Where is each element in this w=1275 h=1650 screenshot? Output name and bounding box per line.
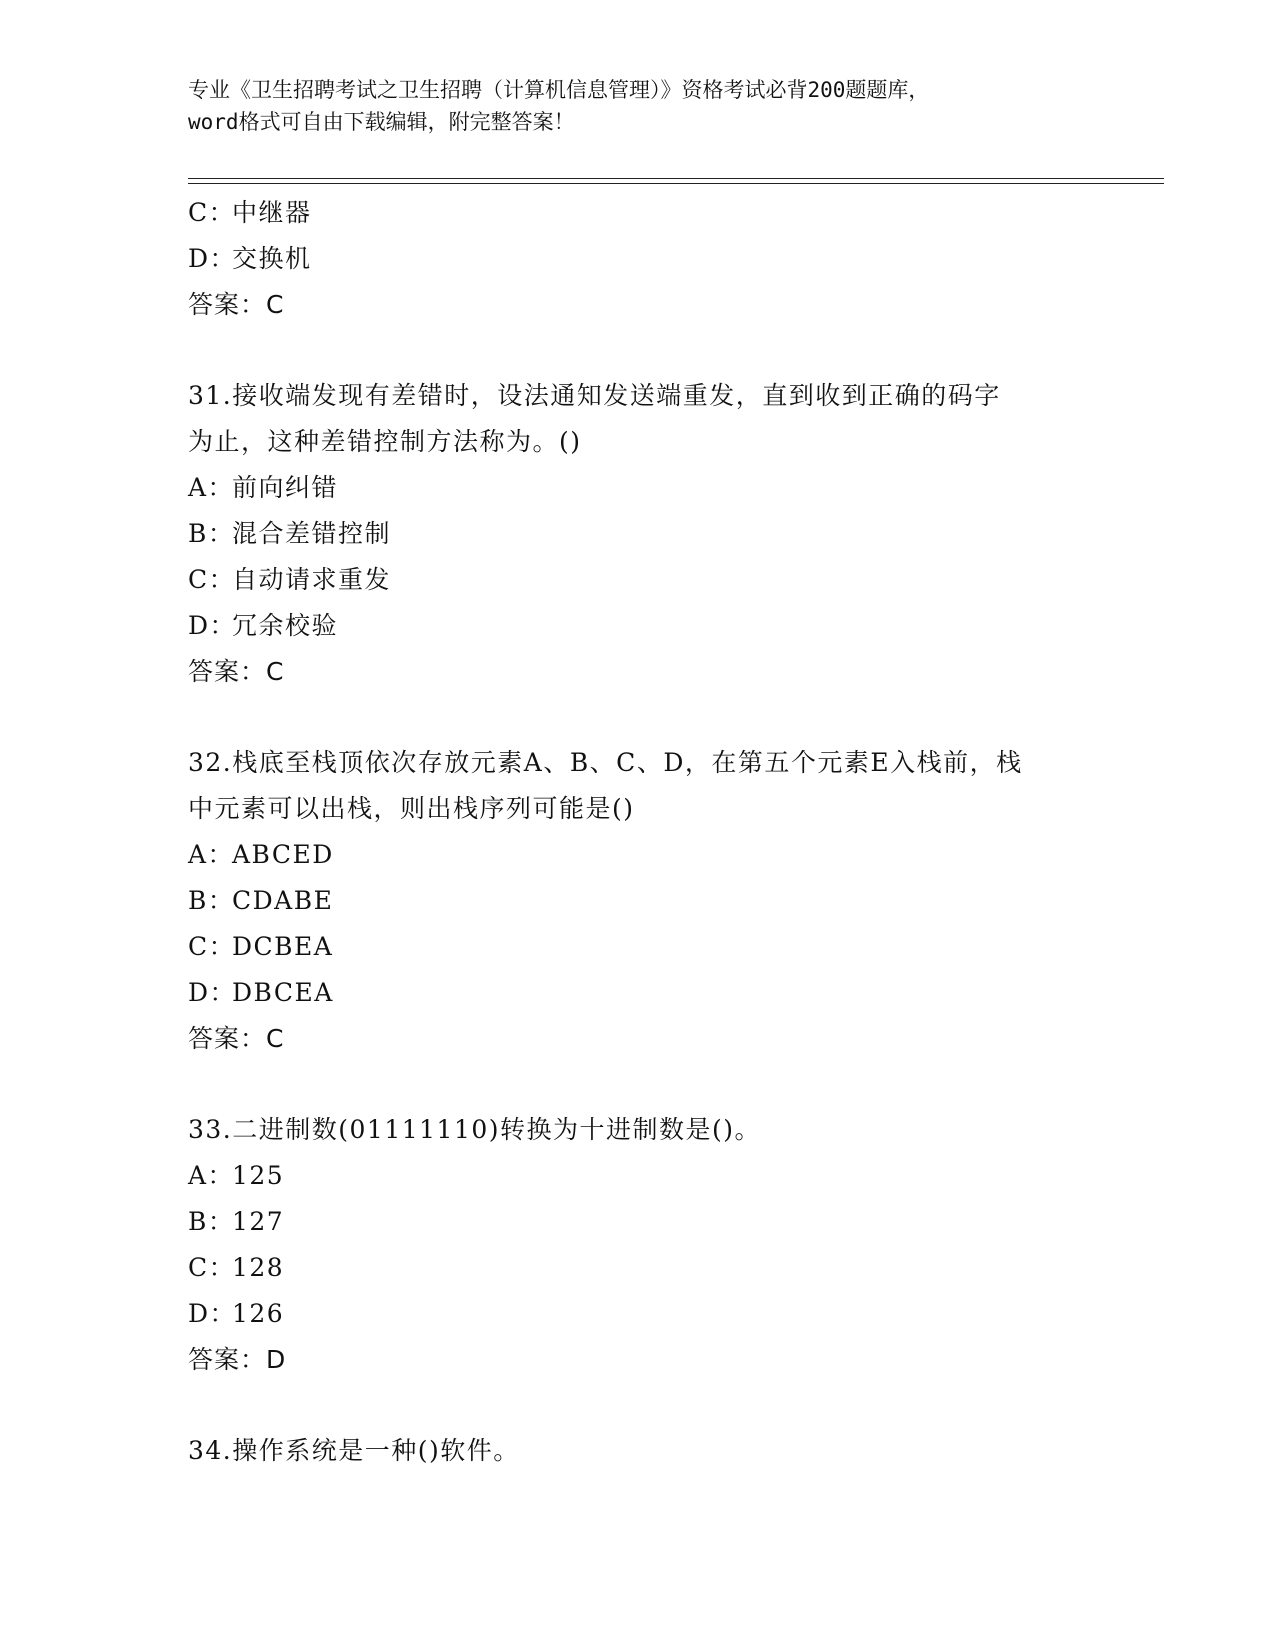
question-stem-line: 32.栈底至栈顶依次存放元素A、B、C、D，在第五个元素E入栈前，栈 bbox=[188, 748, 1023, 777]
option-key: A： bbox=[188, 840, 235, 869]
option-text: 前向纠错 bbox=[232, 473, 339, 502]
option-key: A： bbox=[188, 473, 235, 502]
option-a bbox=[188, 465, 1128, 511]
question-stem-line: 31.接收端发现有差错时，设法通知发送端重发，直到收到正确的码字 bbox=[188, 381, 1001, 410]
question-stem-line: 34.操作系统是一种()软件。 bbox=[188, 1436, 520, 1465]
option-key: C： bbox=[188, 565, 236, 594]
partial-question bbox=[188, 190, 1128, 328]
option-key: B： bbox=[188, 519, 235, 548]
question-32 bbox=[188, 740, 1128, 1062]
option-d bbox=[188, 603, 1128, 649]
option-key: B： bbox=[188, 1207, 235, 1236]
option-key: B： bbox=[188, 886, 235, 915]
option-text: CDABE bbox=[232, 886, 334, 915]
answer-line: 答案：C bbox=[188, 657, 285, 686]
question-33 bbox=[188, 1107, 1128, 1383]
option-text: 126 bbox=[232, 1299, 285, 1328]
option-key: D： bbox=[188, 244, 237, 273]
option-key: C： bbox=[188, 932, 236, 961]
option-key: D： bbox=[188, 611, 237, 640]
option-text: 128 bbox=[232, 1253, 285, 1282]
header-title-line-1: 专业《卫生招聘考试之卫生招聘（计算机信息管理）》资格考试必背200题题库， bbox=[188, 78, 930, 102]
option-text: DCBEA bbox=[232, 932, 334, 961]
option-b bbox=[188, 1199, 1128, 1245]
header-divider-top bbox=[188, 178, 1164, 179]
option-a bbox=[188, 832, 1128, 878]
option-c bbox=[188, 924, 1128, 970]
question-stem-line: 中元素可以出栈，则出栈序列可能是() bbox=[188, 794, 635, 823]
option-text: 中继器 bbox=[232, 198, 312, 227]
question-list bbox=[188, 190, 1128, 1474]
question-31 bbox=[188, 373, 1128, 695]
answer-line: 答案：D bbox=[188, 1345, 287, 1374]
question-34 bbox=[188, 1428, 1128, 1474]
document-header bbox=[188, 74, 1088, 138]
option-key: D： bbox=[188, 978, 237, 1007]
header-title-line-2: word格式可自由下载编辑，附完整答案！ bbox=[188, 110, 575, 134]
option-text: 混合差错控制 bbox=[232, 519, 392, 548]
option-b bbox=[188, 511, 1128, 557]
option-d bbox=[188, 970, 1128, 1016]
answer-line: 答案：C bbox=[188, 290, 285, 319]
option-b bbox=[188, 878, 1128, 924]
option-text: 冗余校验 bbox=[232, 611, 339, 640]
option-key: A： bbox=[188, 1161, 235, 1190]
option-text: 125 bbox=[232, 1161, 285, 1190]
option-text: 自动请求重发 bbox=[232, 565, 392, 594]
option-c bbox=[188, 557, 1128, 603]
option-c bbox=[188, 190, 1128, 236]
option-key: C： bbox=[188, 198, 236, 227]
option-a bbox=[188, 1153, 1128, 1199]
answer-line: 答案：C bbox=[188, 1024, 285, 1053]
option-key: C： bbox=[188, 1253, 236, 1282]
question-stem-line: 为止，这种差错控制方法称为。() bbox=[188, 427, 582, 456]
option-key: D： bbox=[188, 1299, 237, 1328]
option-text: 127 bbox=[232, 1207, 285, 1236]
option-text: DBCEA bbox=[232, 978, 334, 1007]
option-d bbox=[188, 1291, 1128, 1337]
option-c bbox=[188, 1245, 1128, 1291]
option-text: 交换机 bbox=[232, 244, 312, 273]
question-stem-line: 33.二进制数(01111110)转换为十进制数是()。 bbox=[188, 1115, 762, 1144]
option-text: ABCED bbox=[232, 840, 334, 869]
header-divider-bottom bbox=[188, 183, 1164, 184]
option-d bbox=[188, 236, 1128, 282]
